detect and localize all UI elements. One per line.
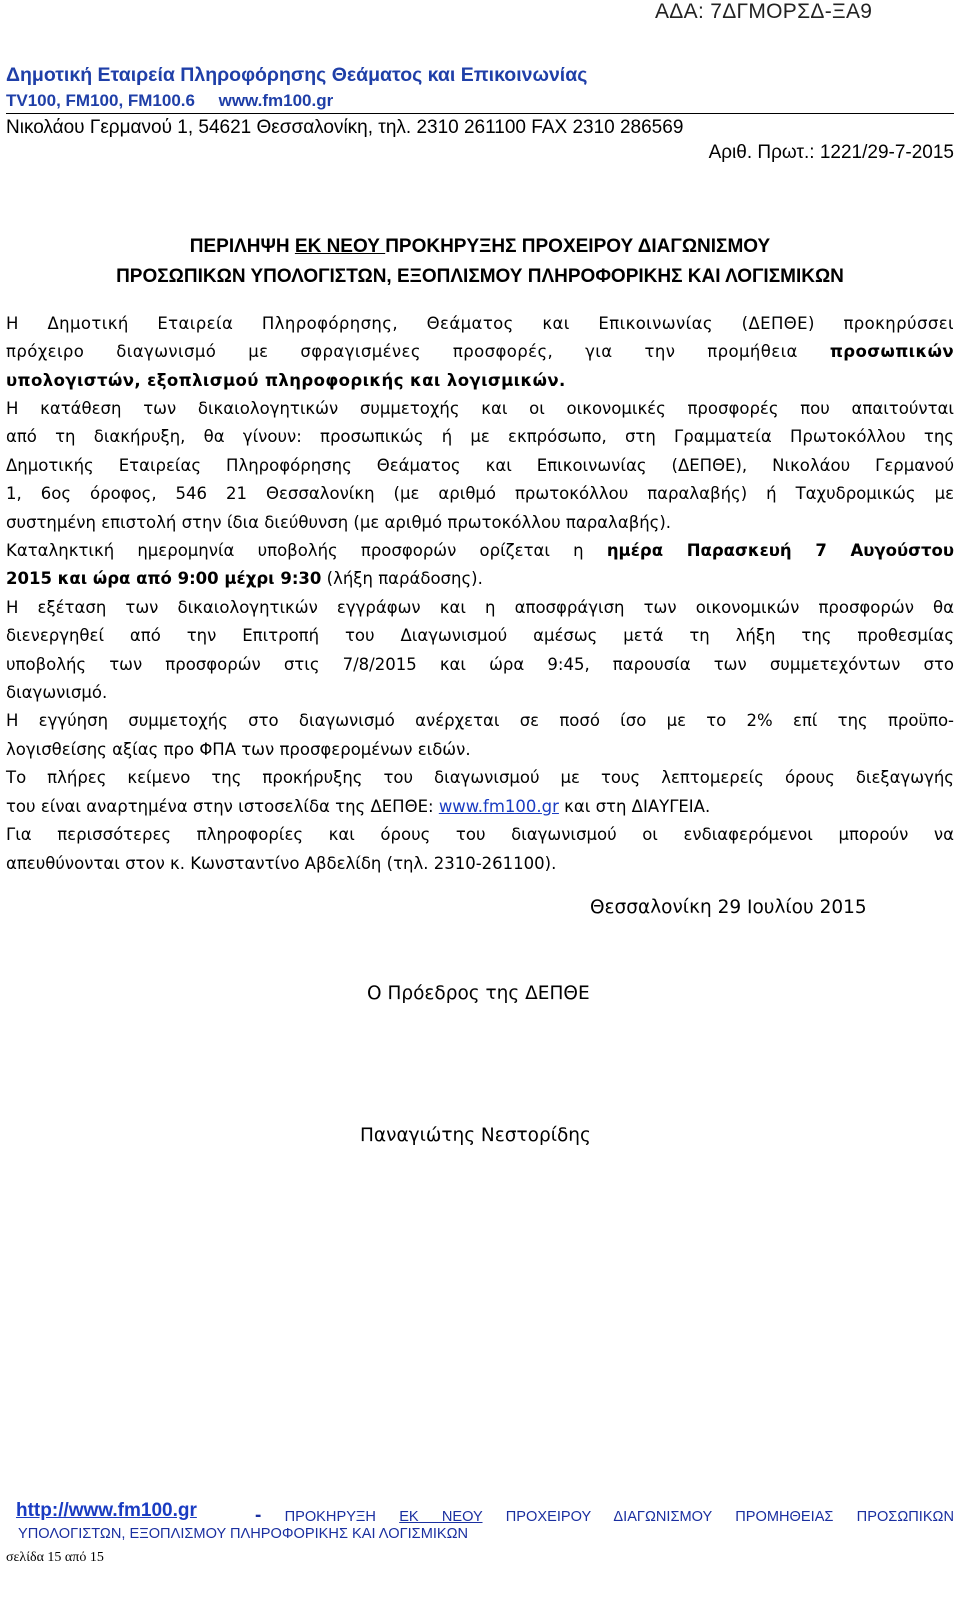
- header-divider: [6, 113, 954, 114]
- text-line: [6, 338, 954, 366]
- text-line: διαγωνισμό.: [6, 683, 108, 703]
- footer-title-line1: [255, 1505, 954, 1527]
- page-number: σελίδα 15 από 15: [6, 1550, 104, 1565]
- document-title-line2: ΠΡΟΣΩΠΙΚΩΝ ΥΠΟΛΟΓΙΣΤΩΝ, ΕΞΟΠΛΙΣΜΟΥ ΠΛΗΡΟΦΟΡΙΚΗΣ ΚΑΙ ΛΟΓΙΣΜΙΚΩΝ: [116, 266, 844, 287]
- footer-title-line2: ΥΠΟΛΟΓΙΣΤΩΝ, ΕΞΟΠΛΙΣΜΟΥ ΠΛΗΡΟΦΟΡΙΚΗΣ ΚΑΙ ΛΟΓΙΣΜΙΚΩΝ: [18, 1526, 469, 1542]
- document-title-line1: [0, 236, 960, 258]
- text-line: [6, 565, 954, 593]
- text-segment: πρόχειρο διαγωνισμό με σφραγισμένες προσφορές, για την προμήθεια: [6, 342, 830, 362]
- bold-segment: προσωπικών: [829, 342, 954, 362]
- text-line: Για περισσότερες πληροφορίες και όρους του διαγωνισμού οι ενδιαφερόμενοι μπορούν να: [6, 825, 954, 845]
- protocol-number: Αριθ. Πρωτ.: 1221/29-7-2015: [708, 142, 954, 163]
- text-line: [6, 793, 954, 821]
- text-segment: (λήξη παράδοσης).: [321, 569, 483, 589]
- signatory-role: Ο Πρόεδρος της ΔΕΠΘΕ: [367, 983, 590, 1004]
- footer-dash: -: [255, 1505, 262, 1526]
- text-line: λογισθείσης αξίας προ ΦΠΑ των προσφερομένων ειδών.: [6, 739, 471, 759]
- paragraph-intro: [6, 310, 954, 395]
- address-line: Νικολάου Γερμανού 1, 54621 Θεσσαλονίκη, τηλ. 2310 261100 FAX 2310 286569: [6, 117, 684, 138]
- text-line: Η Δημοτική Εταιρεία Πληροφόρησης, Θεάματος και Επικοινωνίας (ΔΕΠΘΕ) προκηρύσσει: [6, 314, 954, 333]
- text-segment: Καταληκτική ημερομηνία υποβολής προσφορών ορίζεται η: [6, 541, 607, 561]
- text-line: διενεργηθεί από την Επιτροπή του Διαγωνισμού αμέσως μετά τη λήξη της προθεσμίας: [6, 626, 954, 646]
- text-line: Το πλήρες κείμενο της προκήρυξης του διαγωνισμού με τους λεπτομερείς όρους διεξαγωγής: [6, 768, 954, 788]
- title-underlined: ΕΚ ΝΕΟΥ: [294, 236, 386, 257]
- text-line: Η εγγύηση συμμετοχής στο διαγωνισμό ανέρχεται σε ποσό ίσο με το 2% επί της προϋπο-: [6, 711, 954, 731]
- text-line: Η εξέταση των δικαιολογητικών εγγράφων και η αποσφράγιση των οικονομικών προσφορών θα: [6, 597, 954, 617]
- body-paragraphs: [6, 395, 954, 878]
- text-line: 1, 6ος όροφος, 546 21 Θεσσαλονίκη (με αριθμό πρωτοκόλλου παραλαβής) ή Ταχυδρομικώς με: [6, 484, 954, 504]
- bold-segment: 2015 και ώρα από 9:00 μέχρι 9:30: [6, 569, 322, 589]
- signatory-name: Παναγιώτης Νεστορίδης: [360, 1125, 591, 1146]
- footer-text-part: ΠΡΟΚΗΡΥΞΗ: [284, 1509, 376, 1525]
- text-line: συστημένη επιστολή στην ίδια διεύθυνση (με αριθμό πρωτοκόλλου παραλαβής).: [6, 512, 672, 532]
- place-date: Θεσσαλονίκη 29 Ιουλίου 2015: [590, 897, 867, 918]
- ada-code: ΑΔΑ: 7ΔΓΜΟΡΣΔ-ΞΑ9: [655, 0, 873, 23]
- text-line: υποβολής των προσφορών στις 7/8/2015 και ώρα 9:45, παρουσία των συμμετεχόντων στο: [6, 654, 954, 674]
- footer-text-underlined: ΕΚ ΝΕΟΥ: [399, 1509, 483, 1525]
- footer-text-part: ΠΡΟΧΕΙΡΟΥ ΔΙΑΓΩΝΙΣΜΟΥ ΠΡΟΜΗΘΕΙΑΣ ΠΡΟΣΩΠΙΚΩΝ: [505, 1509, 955, 1525]
- text-line: Δημοτικής Εταιρείας Πληροφόρησης Θεάματος και Επικοινωνίας (ΔΕΠΘΕ), Νικολάου Γερμανού: [6, 455, 954, 475]
- title-part: ΠΡΟΚΗΡΥΞΗΣ ΠΡΟΧΕΙΡΟΥ ΔΙΑΓΩΝΙΣΜΟΥ: [385, 236, 771, 257]
- website[interactable]: www.fm100.gr: [218, 91, 334, 110]
- text-line: Η κατάθεση των δικαιολογητικών συμμετοχής και οι οικονομικές προσφορές που απαιτούνται: [6, 399, 954, 418]
- title-part: ΠΕΡΙΛΗΨΗ: [189, 236, 295, 257]
- footer-website-link[interactable]: http://www.fm100.gr: [16, 1500, 197, 1521]
- text-segment: του είναι αναρτημένα στην ιστοσελίδα της ΔΕΠΘΕ:: [6, 796, 439, 816]
- text-line: από τη διακήρυξη, θα γίνουν: προσωπικώς ή με εκπρόσωπο, στη Γραμματεία Πρωτοκόλλου της: [6, 427, 954, 447]
- text-line: [6, 537, 954, 565]
- stations: TV100, FM100, FM100.6: [6, 91, 195, 110]
- bold-segment: ημέρα Παρασκευή 7 Αυγούστου: [606, 541, 954, 561]
- text-segment: και στη ΔΙΑΥΓΕΙΑ.: [558, 796, 711, 816]
- organization-name: Δημοτική Εταιρεία Πληροφόρησης Θεάματος και Επικοινωνίας: [6, 64, 588, 86]
- station-line: [6, 91, 333, 111]
- text-line: υπολογιστών, εξοπλισμού πληροφορικής και λογισμικών.: [6, 370, 566, 390]
- website-link[interactable]: www.fm100.gr: [438, 796, 559, 816]
- text-line: απευθύνονται στον κ. Κωνσταντίνο Αβδελίδη (τηλ. 2310-261100).: [6, 853, 557, 873]
